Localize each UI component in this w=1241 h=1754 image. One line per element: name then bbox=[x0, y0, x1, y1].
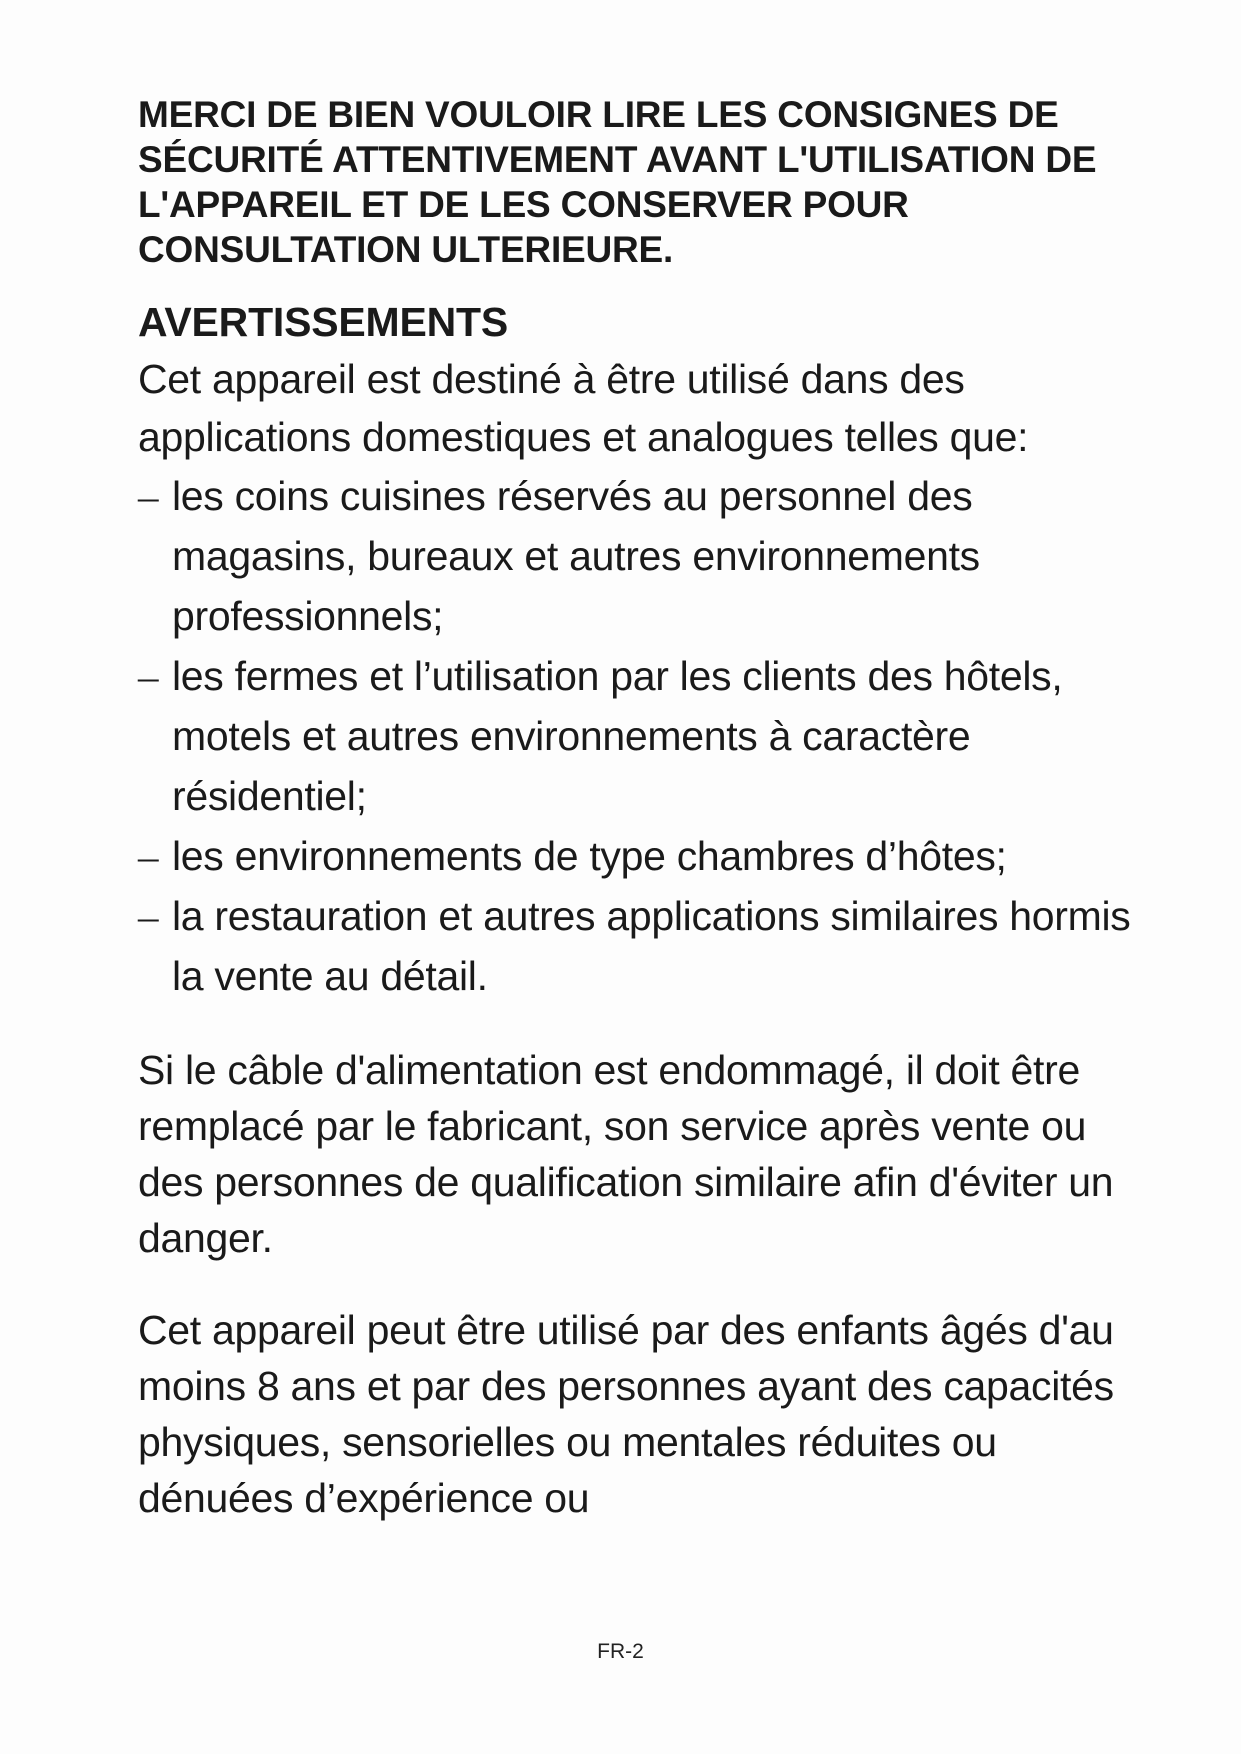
children-usage-paragraph: Cet appareil peut être utilisé par des enfants âgés d'au moins 8 ans et par des personnes ayant des capacités physiques, sensorielles ou mentales réduites ou dénuées d’expérience ou bbox=[138, 1307, 1114, 1521]
list-item bbox=[138, 886, 1138, 1006]
list-item-text: les coins cuisines réservés au personnel des magasins, bureaux et autres environnements professionnels; bbox=[172, 473, 980, 639]
dash-bullet: – bbox=[138, 653, 159, 699]
power-cable-paragraph: Si le câble d'alimentation est endommagé, il doit être remplacé par le fabricant, son service après vente ou des personnes de qualification similaire afin d'éviter un danger. bbox=[138, 1047, 1114, 1261]
section-heading: AVERTISSEMENTS bbox=[138, 299, 509, 345]
list-item bbox=[138, 646, 1138, 826]
page-number: FR-2 bbox=[597, 1640, 644, 1663]
list-item bbox=[138, 466, 1138, 646]
list-item-text: la restauration et autres applications similaires hormis la vente au détail. bbox=[172, 893, 1131, 999]
list-item bbox=[138, 826, 1138, 886]
intro-text: Cet appareil est destiné à être utilisé dans des applications domestiques et analogues telles que: bbox=[138, 356, 1029, 460]
usage-list bbox=[138, 466, 1138, 1006]
dash-bullet: – bbox=[138, 473, 159, 519]
list-item-text: les environnements de type chambres d’hôtes; bbox=[172, 833, 1007, 879]
dash-bullet: – bbox=[138, 893, 159, 939]
safety-notice: MERCI DE BIEN VOULOIR LIRE LES CONSIGNES DE SÉCURITÉ ATTENTIVEMENT AVANT L'UTILISATION DE L'APPAREIL ET DE LES CONSERVER POUR CONSULTATION ULTERIEURE. bbox=[138, 94, 1097, 270]
page-content bbox=[138, 92, 1138, 1526]
list-item-text: les fermes et l’utilisation par les clients des hôtels, motels et autres environnements à caractère résidentiel; bbox=[172, 653, 1063, 819]
dash-bullet: – bbox=[138, 833, 159, 879]
